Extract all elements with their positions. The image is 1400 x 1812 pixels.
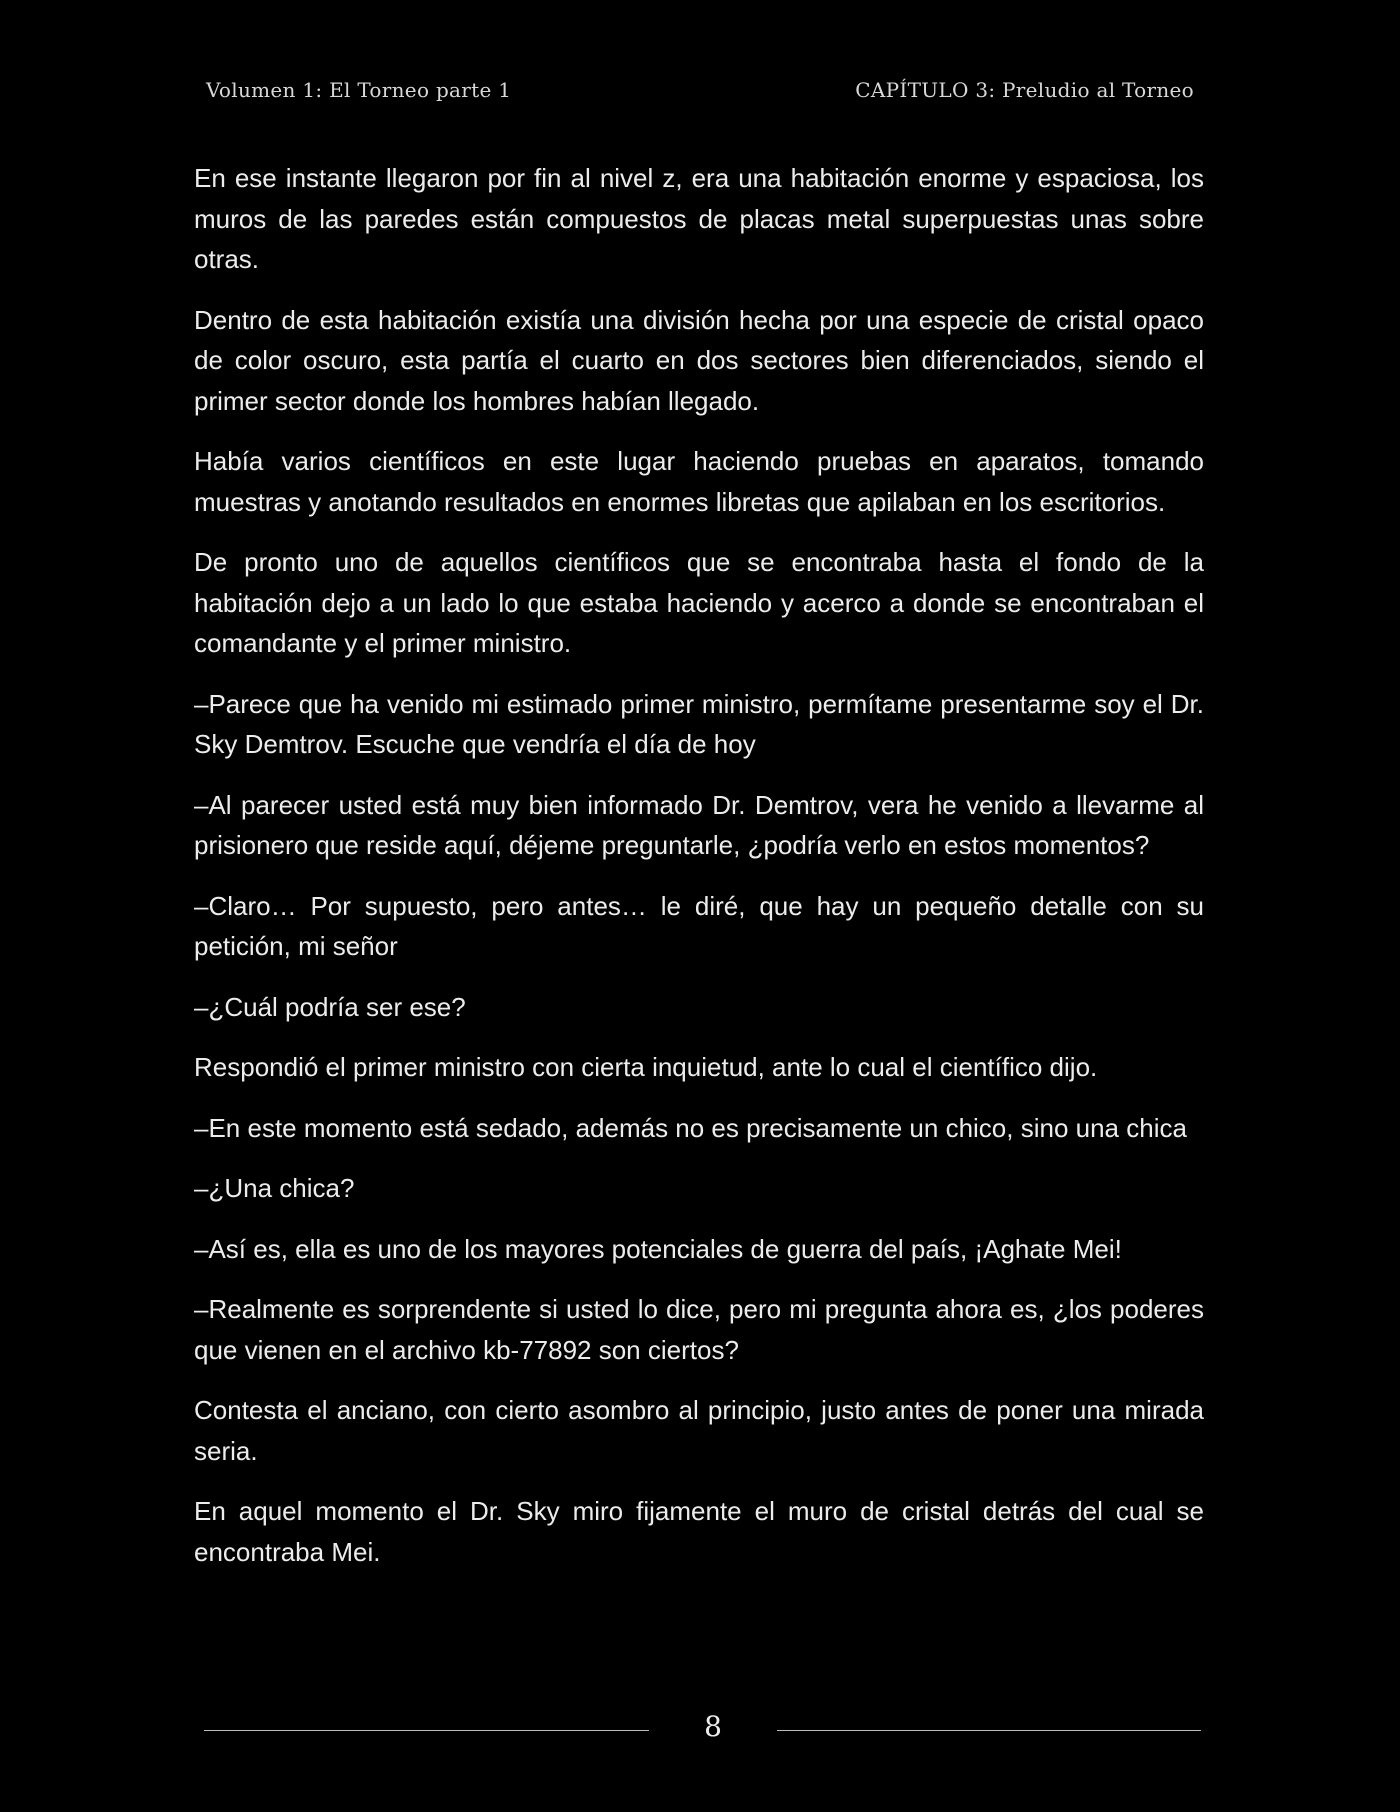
paragraph: Había varios científicos en este lugar haciendo pruebas en aparatos, tomando muestras y anotando resultados en enormes libretas que apilaban en los escritorios. [194,446,1204,517]
dialogue-line: –Realmente es sorprendente si usted lo dice, pero mi pregunta ahora es, ¿los poderes que vienen en el archivo kb-77892 son ciertos? [194,1294,1204,1365]
paragraph: Contesta el anciano, con cierto asombro al principio, justo antes de poner una mirada seria. [194,1395,1204,1466]
paragraph: Respondió el primer ministro con cierta inquietud, ante lo cual el científico dijo. [194,1052,1098,1082]
dialogue-line: –¿Cuál podría ser ese? [194,991,466,1022]
dialogue-line: –En este momento está sedado, además no es precisamente un chico, sino una chica [194,1112,1187,1143]
dialogue-line: –Así es, ella es uno de los mayores potenciales de guerra del país, ¡Aghate Mei! [194,1233,1122,1264]
page-footer [204,1710,1198,1750]
dialogue-line: –Parece que ha venido mi estimado primer ministro, permítame presentarme soy el Dr. Sky Demtrov. Escuche que vendría el día de hoy [194,688,1204,759]
header-volume-title: Volumen 1: El Torneo parte 1 [206,78,512,102]
running-header [206,78,1194,102]
dialogue-line: –Al parecer usted está muy bien informado Dr. Demtrov, vera he venido a llevarme al prisionero que reside aquí, déjeme preguntarle, ¿podría verlo en estos momentos? [194,789,1204,860]
footer-rule-left [204,1730,649,1731]
header-chapter-title: CAPÍTULO 3: Preludio al Torneo [855,78,1194,102]
paragraph: Dentro de esta habitación existía una división hecha por una especie de cristal opaco de color oscuro, esta partía el cuarto en dos sectores bien diferenciados, siendo el primer sector donde los hombres habían llegado. [194,304,1204,416]
paragraph: En ese instante llegaron por fin al nivel z, era una habitación enorme y espaciosa, los muros de las paredes están compuestos de placas metal superpuestas unas sobre otras. [194,163,1204,274]
paragraph: En aquel momento el Dr. Sky miro fijamente el muro de cristal detrás del cual se encontraba Mei. [194,1496,1204,1567]
page-number: 8 [704,1710,722,1743]
dialogue-line: –¿Una chica? [194,1173,355,1203]
dialogue-line: –Claro… Por supuesto, pero antes… le diré, que hay un pequeño detalle con su petición, mi señor [194,890,1204,961]
paragraph: De pronto uno de aquellos científicos que se encontraba hasta el fondo de la habitación dejo a un lado lo que estaba haciendo y acerco a donde se encontraban el comandante y el primer ministro. [194,547,1204,658]
body-text [194,158,1204,1592]
footer-rule-right [777,1730,1201,1731]
